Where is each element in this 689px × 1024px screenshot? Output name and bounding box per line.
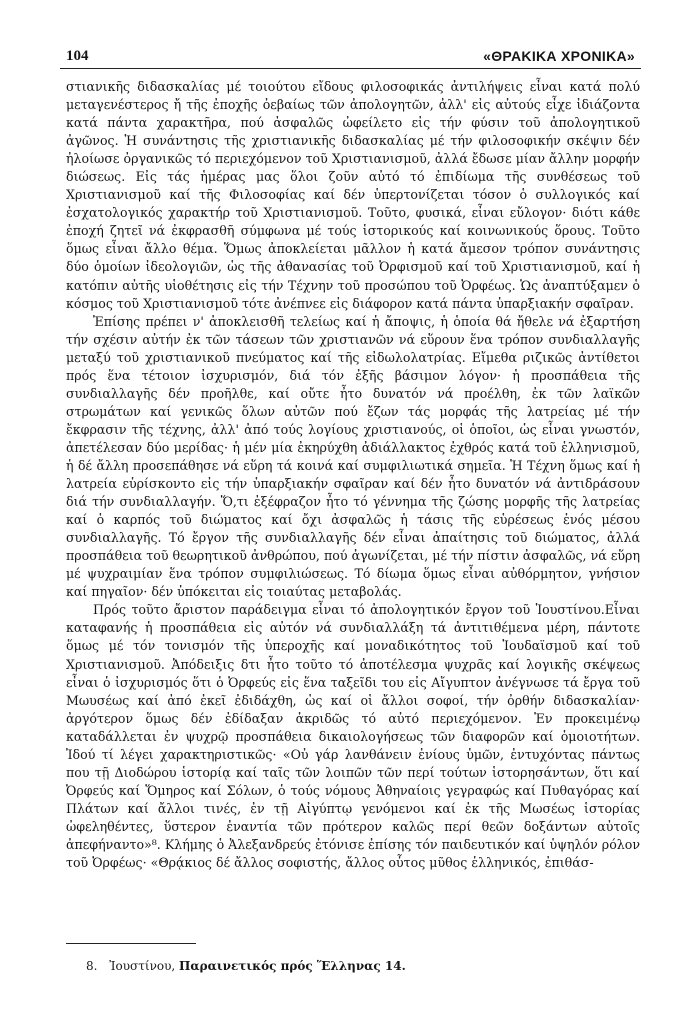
footnote [86,959,406,973]
running-title: «ΘΡΑΚΙΚΑ ΧΡΟΝΙΚΑ» [483,48,635,64]
header-divider [60,68,641,69]
footnote-author: Ἰουστίνου, [109,959,176,973]
body-text [66,78,640,872]
paragraph-continuation: στιανικῆς διδασκαλίας μέ τοιούτου εἴδους φιλοσοφικάς ἀντιλήψεις εἶναι κατά πολύ μεταγενέστερος ἤ τῆς ἐποχῆς ὀεβαίως τῶν ἀπολογητῶν, ἀλλ' εἰς αὐτούς εἶχε ἰδιάζοντα κατά πάντα χαρακτῆρα, πού ἀσφαλῶς ὠφείλετο εἰς τήν φύσιν τοῦ ἀπολογητικοῦ ἀγῶνος. Ἡ συνάντησις τῆς χριστιανικῆς διδασκαλίας μέ τήν φιλοσοφικήν σκέψιν δέν ἠλοίωσε ὀργανικῶς τό περιεχόμενον τοῦ Χριστιανισμοῦ, ἀλλά ἔδωσε μίαν ἄλλην μορφήν διώσεως. Εἰς τάς ἡμέρας μας ὅλοι ζοῦν αὐτό τό ἐπιδίωμα τῆς συνθέσεως τοῦ Χριστιανισμοῦ καί τῆς Φιλοσοφίας καί δέν ὑπερτονίζεται τόσον ὁ συλλογικός καί ἐσχατολογικός χαρακτήρ τοῦ Χριστιανισμοῦ. Τοῦτο, φυσικά, εἶναι εὔλογον· διότι κάθε ἐποχή ζητεῖ νά ἐκφρασθῆ σύμφωνα μέ τούς ἱστορικούς καί κοινωνικούς ὅρους. Τοῦτο ὅμως εἶναι ἄλλο θέμα. Ὅμως ἀποκλείεται μᾶλλον ἡ κατά ἄμεσον τρόπον συνάντησις δύο ὁμοίων ἰδεολογιῶν, ὡς τῆς ἀθανασίας τοῦ Ὀρφισμοῦ καί τοῦ Χριστιανισμοῦ, καί ἡ κατόπιν αὐτῆς υἱοθέτησις εἰς τήν Τέχνην τοῦ προσώπου τοῦ Ὀρφέως. Ὡς ἀναπτύξαμεν ὁ κόσμος τοῦ Χριστιανισμοῦ τότε ἀνέπνεε εἰς διάφορον κατά πάντα ὑπαρξιακήν σφαῖραν. [66,79,640,311]
footnote-number: 8. [86,959,98,973]
footnote-title: Παραινετικός πρός Ἕλληνας 14. [179,959,406,973]
paragraph: Ἐπίσης πρέπει ν' ἀποκλεισθῆ τελείως καί ἡ ἄποψις, ἡ ὁποία θά ἤθελε νά ἐξαρτήση τήν σχέσιν αὐτήν ἐκ τῶν τάσεων τῶν χριστιανῶν νά εὕρουν ἕνα τρόπον συνδιαλλαγῆς μεταξύ τοῦ χριστιανικοῦ πνεύματος καί τῆς εἰδωλολατρίας. Εἴμεθα ριζικῶς ἀντίθετοι πρός ἕνα τέτοιον ἰσχυρισμόν, διά τόν ἐξῆς βάσιμον λόγον· ἡ προσπάθεια τῆς συνδιαλλαγῆς δέν προῆλθε, καί οὔτε ἦτο δυνατόν νά προέλθη, ἐκ τῶν λαϊκῶν στρωμάτων καί γενικῶς ὅλων αὐτῶν πού ἔζων τάς μορφάς τῆς λατρείας μέ τήν ἔκφρασιν τῆς τέχνης, ἀλλ' ἀπό τούς λογίους χριστιανούς, οἱ ὁποῖοι, ὡς εἶναι γνωστόν, ἀπετέλεσαν δύο μερίδας· ἡ μέν μία ἐκηρύχθη ἀδιάλλακτος ἐχθρός κατά τοῦ ἑλληνισμοῦ, ἡ δέ ἄλλη προσεπάθησε νά εὕρη τά κοινά καί συμφιλιωτικά σημεῖα. Ἡ Τέχνη ὅμως καί ἡ λατρεία εὑρίσκοντο εἰς τήν ὑπαρξιακήν σφαῖραν καί δέν ἦτο δυνατόν νά ἀντιδράσουν διά τήν συνδιαλλαγήν. Ὅ,τι ἐξέφραζον ἦτο τό γέννημα τῆς ζώσης μορφῆς τῆς λατρείας καί ὁ καρπός τοῦ διώματος καί ὄχι ἀσφαλῶς ἡ τάσις τῆς εὑρέσεως ἑνός μέσου συνδιαλλαγῆς. Τό ἔργον τῆς συνδιαλλαγῆς δέν εἶναι ἀπαίτησις τοῦ διώματος, ἀλλά προσπάθεια τοῦ θεωρητικοῦ ἀνθρώπου, πού ἀγωνίζεται, μέ τήν πίστιν ἀσφαλῶς, νά εὕρη μέ ψυχραιμίαν ἕνα τρόπον συμφιλιώσεως. Τό δίωμα ὅμως εἶναι αὐθόρμητον, γνήσιον καί πηγαῖον· δέν ὑπόκειται εἰς τοιαύτας μεταβολάς. [66,313,640,600]
page-header [66,48,635,70]
page-number: 104 [66,48,89,64]
paragraph: Πρός τοῦτο ἄριστον παράδειγμα εἶναι τό ἀπολογητικόν ἔργον τοῦ Ἰουστίνου.Εἶναι καταφανής ἡ προσπάθεια εἰς αὐτόν νά συνδιαλλάξη τά ἀντιτιθέμενα μέρη, πάντοτε ὅμως μέ τόν τονισμόν τῆς ὑπεροχῆς καί μοναδικότητος τοῦ Ἰουδαϊσμοῦ καί τοῦ Χριστιανισμοῦ. Ἀπόδειξις δτι ἦτο τοῦτο τό ἀποτέλεσμα ψυχρᾶς καί λογικῆς σκέψεως εἶναι ὁ ἰσχυρισμός ὅτι ὁ Ὀρφεύς εἰς ἕνα ταξεῖδι του εἰς Αἴγυπτον ἀνέγνωσε τά ἔργα τοῦ Μωυσέως καί ἀπό ἐκεῖ ἐδιδάχθη, ὡς καί οἱ ἄλλοι σοφοί, τήν ὀρθήν διδασκαλίαν· ἀργότερον ὅμως δέν ἐδίδαξαν ἀκριδῶς τό αὐτό περιεχόμενον. Ἐν προκειμένῳ καταδάλλεται ἐν ψυχρῷ προσπάθεια δικαιολογήσεως τῶν διαφορῶν καί ὁμοιοτήτων. Ἰδού τί λέγει χαρακτηριστικῶς· «Οὐ γάρ λανθάνειν ἐνίους ὑμῶν, ἐντυχόντας πάντως που τῇ Διοδώρου ἱστορίᾳ καί ταῖς τῶν λοιπῶν τῶν περί τούτων ἱστορησάντων, ὅτι καί Ὀρφεύς καί Ὅμηρος καί Σόλων, ὁ τούς νόμους Ἀθηναίοις γεγραφώς καί Πυθαγόρας καί Πλάτων καί ἄλλοι τινές, ἐν τῇ Αἰγύπτῳ γενόμενοι καί ἐκ τῆς Μωσέως ἱστορίας ὠφεληθέντες, ὕστερον ἐναντία τῶν πρότερον καλῶς περί θεῶν δοξάντων αὐτοῖς ἀπεφήναντο»⁸. Κλήμης ὁ Ἀλεξανδρεύς ἐτόνισε ἐπίσης τόν παιδευτικόν καί ὑψηλόν ρόλον τοῦ Ὀρφέως· «Θρᾴκιος δέ ἄλλος σοφιστής, ἄλλος οὗτος μῦθος ἑλληνικός, ἐπιθάσ- [66,602,640,871]
footnote-divider [66,943,196,944]
